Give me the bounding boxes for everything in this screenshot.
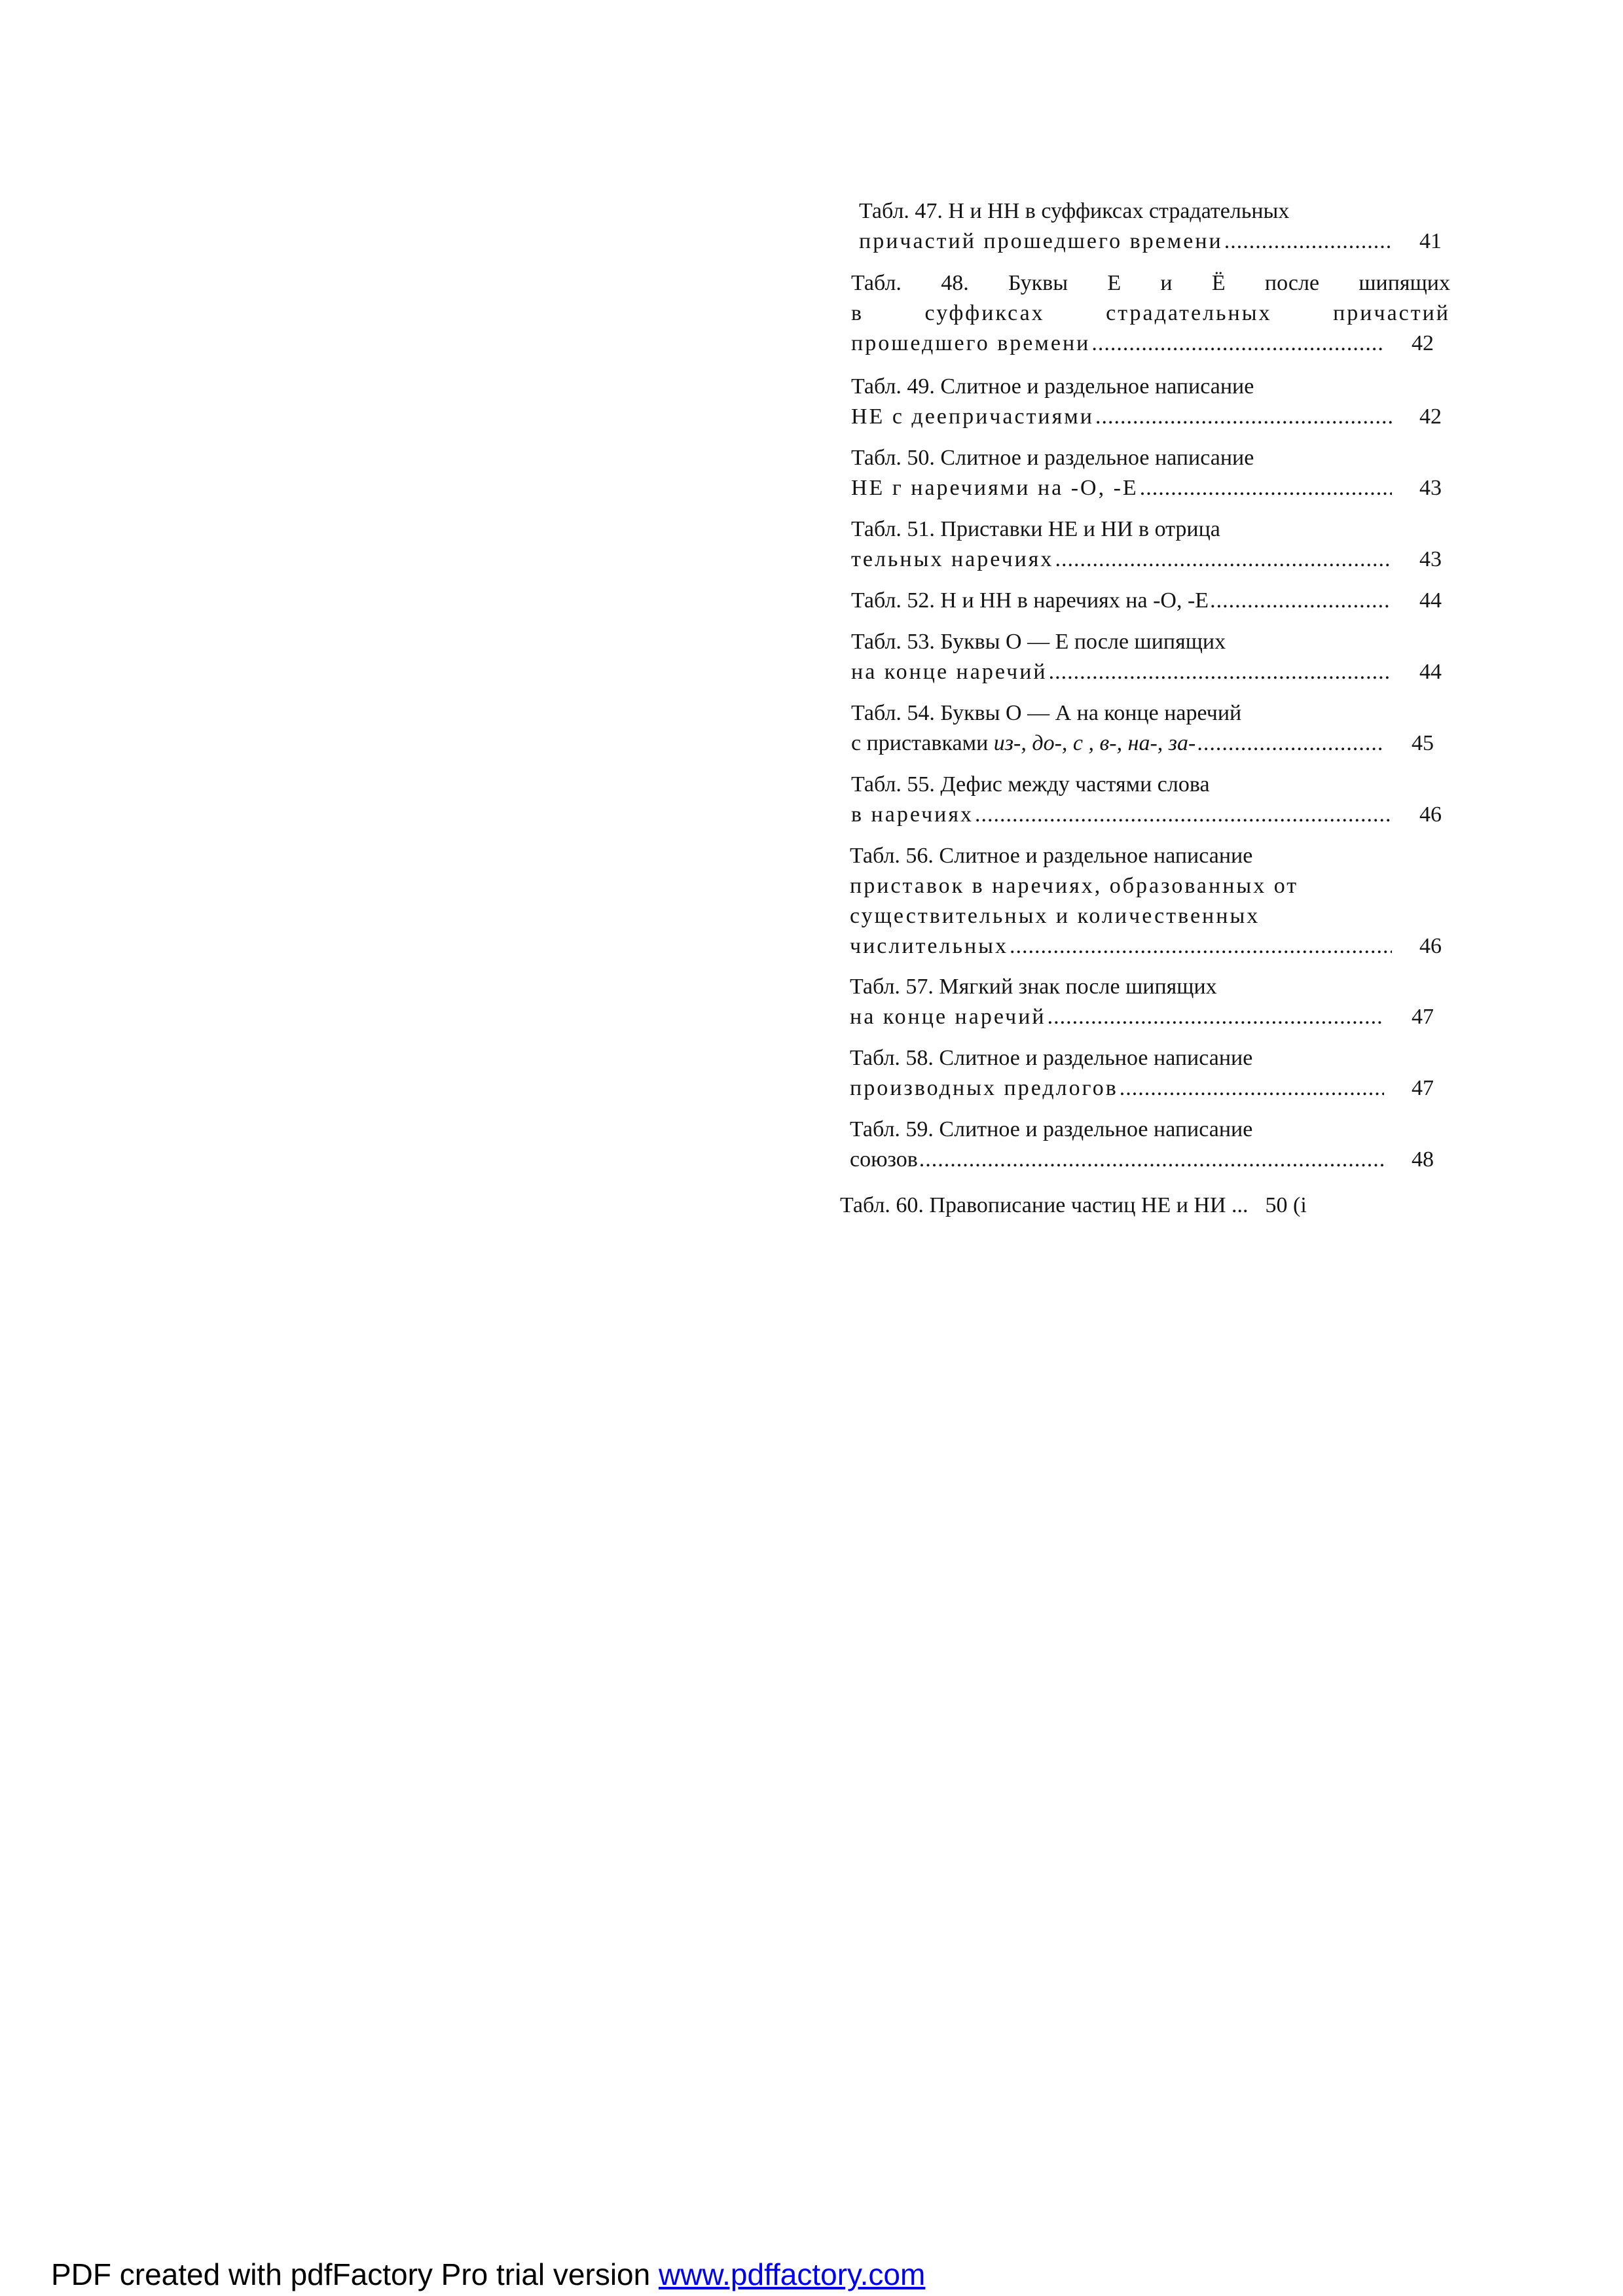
dot-leader xyxy=(1210,586,1392,616)
toc-entry-title: производных предлогов xyxy=(850,1076,1118,1100)
toc-entry-title: Табл. 54. Буквы О — А на конце наречий xyxy=(851,701,1242,725)
toc-entry-title: Табл. 59. Слитное и раздельное написание xyxy=(850,1117,1253,1141)
toc-entry-title: НЕ с деепричастиями xyxy=(851,404,1094,429)
toc-entry-title: числительных xyxy=(850,934,1009,958)
dot-leader xyxy=(1010,931,1392,961)
page-number: 46 xyxy=(1419,934,1442,958)
page-number: 48 xyxy=(1412,1147,1434,1172)
toc-entry-title-justified xyxy=(851,298,1450,329)
toc-entry-title-prefix: с приставками xyxy=(851,731,994,755)
word: после xyxy=(1264,271,1320,295)
toc-entry-title: приставок в наречиях, образованных от xyxy=(850,874,1299,898)
page-number: 42 xyxy=(1419,404,1442,429)
toc-entry-50 xyxy=(851,443,1442,503)
toc-entry-59 xyxy=(850,1115,1434,1175)
word: страдательных xyxy=(1106,301,1272,325)
dot-leader xyxy=(975,800,1392,830)
dot-leader xyxy=(1055,545,1392,575)
word: Ё xyxy=(1211,271,1226,295)
toc-entry-title: Табл. 50. Слитное и раздельное написание xyxy=(851,446,1254,470)
dot-leader xyxy=(1095,402,1392,432)
toc-entry-title: существительных и количественных xyxy=(850,904,1260,928)
toc-entry-title: Табл. 55. Дефис между частями слова xyxy=(851,772,1210,797)
toc-entry-title: на конце наречий xyxy=(850,1005,1046,1029)
word: шипящих xyxy=(1359,271,1450,295)
toc-entry-49 xyxy=(851,372,1442,432)
toc-entry-title xyxy=(851,728,1195,759)
dot-leader xyxy=(919,1145,1384,1175)
toc-entry-title: причастий прошедшего времени xyxy=(859,229,1223,253)
toc-entry-title: в наречиях xyxy=(851,802,974,827)
page-number: 43 xyxy=(1419,476,1442,500)
word: суффиксах xyxy=(924,301,1045,325)
toc-entry-47 xyxy=(859,196,1442,257)
toc-entry-57 xyxy=(850,972,1434,1032)
toc-entry-52 xyxy=(851,586,1442,616)
toc-entry-48 xyxy=(851,268,1450,359)
toc-entry-title-italic: из-, до-, с , в-, на-, за- xyxy=(993,731,1196,755)
page-number: 44 xyxy=(1419,588,1442,613)
page-number: 43 xyxy=(1419,547,1442,571)
dot-leader xyxy=(1120,1073,1384,1103)
page-number: 47 xyxy=(1412,1076,1434,1100)
dot-leader xyxy=(1140,473,1392,503)
page-number: 45 xyxy=(1412,731,1434,755)
toc-entry-60 xyxy=(840,1191,1307,1221)
toc-entry-title: Табл. 57. Мягкий знак после шипящих xyxy=(850,975,1217,999)
pdf-creator-footer xyxy=(51,2257,925,2292)
toc-entry-title: на конце наречий xyxy=(851,660,1048,684)
toc-entry-title: тельных наречиях xyxy=(851,547,1054,571)
dot-leader xyxy=(1049,657,1392,687)
toc-entry-55 xyxy=(851,770,1442,830)
toc-entry-title: Табл. 60. Правописание частиц НЕ и НИ ... xyxy=(840,1193,1249,1217)
toc-entry-title: Табл. 47. Н и НН в суффиксах страдательных xyxy=(859,199,1290,223)
page-number: 46 xyxy=(1419,802,1442,827)
toc-entry-title-justified xyxy=(851,268,1450,298)
toc-entry-54 xyxy=(851,698,1434,759)
word: Е xyxy=(1107,271,1122,295)
page-number: 50 (i xyxy=(1265,1193,1307,1217)
page-number: 42 xyxy=(1412,331,1434,355)
toc-entry-title: НЕ г наречиями на -О, -Е xyxy=(851,476,1139,500)
toc-entry-56 xyxy=(850,841,1442,961)
dot-leader xyxy=(1224,226,1392,257)
page-number: 41 xyxy=(1419,229,1442,253)
toc-entry-title: Табл. 53. Буквы О — Е после шипящих xyxy=(851,630,1226,654)
toc-entry-title: Табл. 56. Слитное и раздельное написание xyxy=(850,844,1253,868)
toc-entry-51 xyxy=(851,514,1442,575)
toc-entry-title: Табл. 58. Слитное и раздельное написание xyxy=(850,1046,1253,1070)
toc-entry-53 xyxy=(851,627,1442,687)
page-number: 44 xyxy=(1419,660,1442,684)
word: Табл. xyxy=(851,271,902,295)
footer-text: PDF created with pdfFactory Pro trial version xyxy=(51,2257,659,2291)
footer-link[interactable]: www.pdffactory.com xyxy=(659,2257,926,2291)
word: 48. xyxy=(941,271,969,295)
toc-entry-58 xyxy=(850,1043,1434,1103)
dot-leader xyxy=(1048,1002,1384,1032)
toc-entry-title: Табл. 51. Приставки НЕ и НИ в отрица xyxy=(851,517,1220,541)
word: причастий xyxy=(1333,301,1450,325)
toc-entry-title: союзов xyxy=(850,1147,918,1172)
dot-leader xyxy=(1091,329,1384,359)
page-number: 47 xyxy=(1412,1005,1434,1029)
word: в xyxy=(851,301,864,325)
toc-entry-title: Табл. 52. Н и НН в наречиях на -О, -Е xyxy=(851,588,1209,613)
dot-leader xyxy=(1197,728,1384,759)
word: и xyxy=(1160,271,1173,295)
toc-entry-title: прошедшего времени xyxy=(851,331,1091,355)
word: Буквы xyxy=(1008,271,1068,295)
toc-entry-title: Табл. 49. Слитное и раздельное написание xyxy=(851,374,1254,399)
